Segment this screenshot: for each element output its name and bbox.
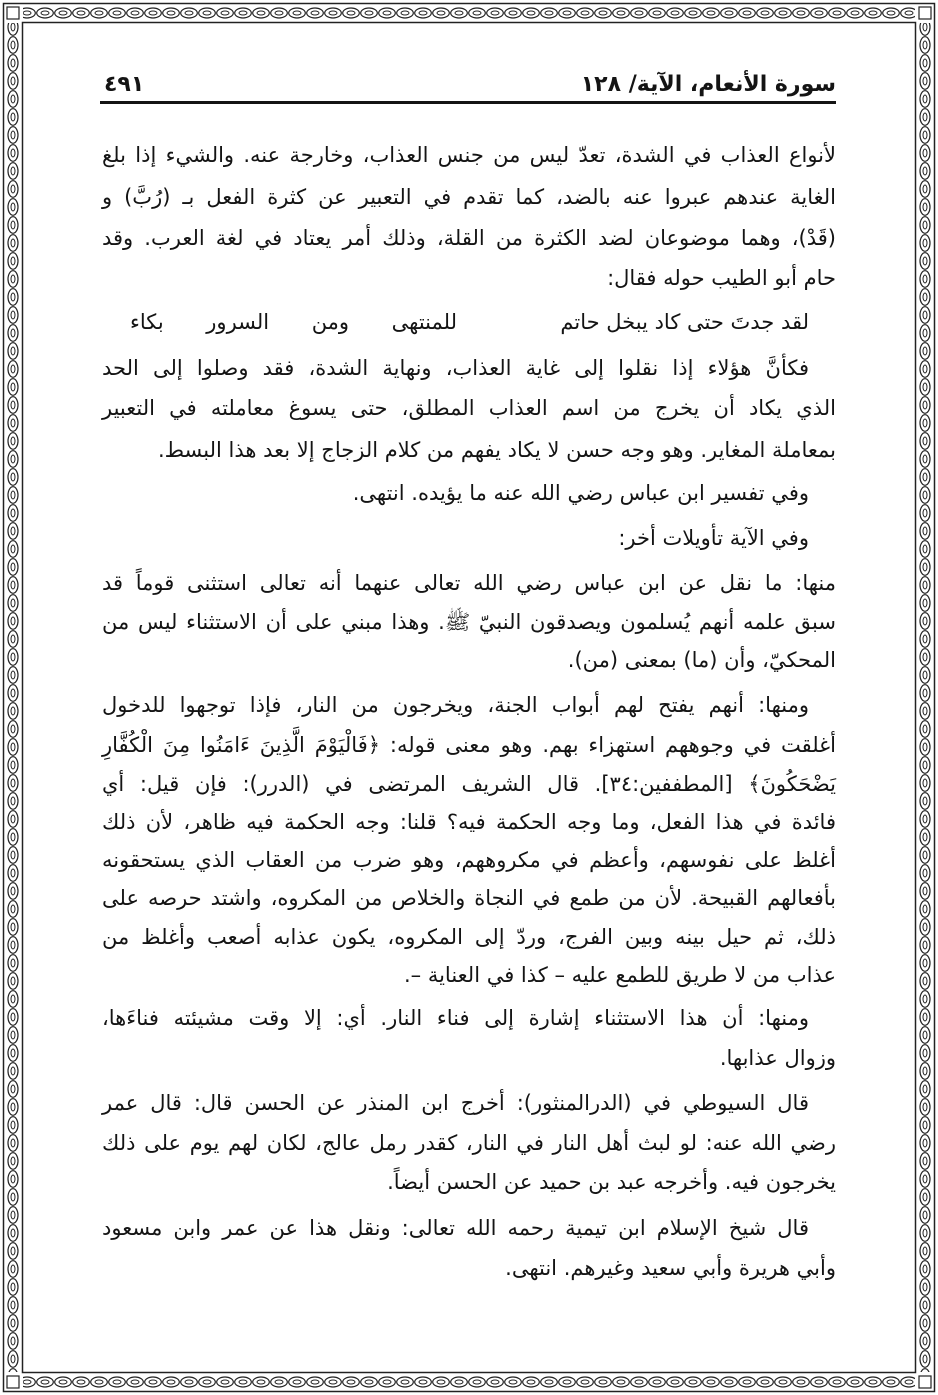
- text-line: بأفعالهم القبيحة. لأن من طمع في النجاة والخلاص من المكروه، واشتد حرصه على: [102, 886, 836, 910]
- text-line: ومنها: أن هذا الاستثناء إشارة إلى فناء النار. أي: إلا وقت مشيئته فناءَها،: [102, 1006, 809, 1030]
- text-line: منها: ما نقل عن ابن عباس رضي الله تعالى عنهما أنه تعالى استثنى قوماً قد: [102, 571, 836, 595]
- text-line: حام أبو الطيب حوله فقال:: [607, 266, 836, 290]
- page-number: ٤٩١: [104, 72, 145, 97]
- text-line: فائدة في هذا الفعل، وما وجه الحكمة فيه؟ قلنا: وجه الحكمة فيه ظاهر، لأن ذلك: [102, 810, 836, 834]
- text-line: رضي الله عنه: لو لبث أهل النار في النار، كقدر رمل عالج، لكان لهم يوم على ذلك: [102, 1131, 836, 1155]
- text-line: (قَدْ)، وهما موضوعان لضد الكثرة من القلة، وذلك أمر يعتاد في لغة العرب. وقد: [102, 226, 836, 250]
- text-line: الغاية عندهم عبروا عنه بالضد، كما تقدم في التعبير عن كثرة الفعل بـ (رُبَّ) و: [102, 185, 836, 209]
- text-line: وفي الآية تأويلات أخر:: [618, 526, 809, 550]
- text-line: وفي تفسير ابن عباس رضي الله عنه ما يؤيده. انتهى.: [352, 481, 809, 505]
- text-line: ومنها: أنهم يفتح لهم أبواب الجنة، ويخرجون من النار، فإذا توجهوا للدخول: [102, 693, 809, 717]
- text-line: لأنواع العذاب في الشدة، تعدّ ليس من جنس العذاب، وخارجة عنه. والشيء إذا بلغ: [102, 143, 836, 167]
- text-line: بمعاملة المغاير. وهو وجه حسن لا يكاد يفهم من كلام الزجاج إلا بعد هذا البسط.: [157, 438, 836, 462]
- surah-verse-heading: سورة الأنعام، الآية/ ١٢٨: [580, 72, 836, 97]
- text-line: قال شيخ الإسلام ابن تيمية رحمه الله تعالى: ونقل هذا عن عمر وابن مسعود: [102, 1216, 809, 1240]
- text-line: الذي يكاد أن يخرج من اسم العذاب المطلق، حتى يسوغ معاملته في التعبير: [102, 396, 836, 420]
- text-line: سبق علمه أنهم يُسلمون ويصدقون النبيّ ﷺ. وهذا مبني على أن الاستثناء ليس من: [102, 610, 836, 634]
- text-line: وأبي هريرة وأبي سعيد وغيرهم. انتهى.: [505, 1256, 836, 1280]
- text-line: يَضْحَكُونَ﴾ [المطففين:٣٤]. قال الشريف المرتضى في (الدرر): فإن قيل: أي: [102, 772, 836, 796]
- first-hemistich: لقد جدتَ حتى كاد يبخل حاتم: [560, 310, 809, 334]
- text-line: عذاب من لا طريق للطمع عليه – كذا في العناية –.: [403, 963, 836, 987]
- text-line: ذلك، ثم حيل بينه وبين الفرج، وردّ إلى المكروه، يكون عذابه أصعب وأغلظ من: [102, 925, 836, 949]
- text-line: فكأنَّ هؤلاء إذا نقلوا إلى غاية العذاب، ونهاية الشدة، فقد وصلوا إلى الحد: [102, 356, 809, 380]
- text-line: يخرجون فيه. وأخرجه عبد بن حميد عن الحسن أيضاً.: [387, 1170, 836, 1194]
- text-line: أغلظ على نفوسهم، وأعظم في مكروههم، وهو ضرب من العقاب الذي يستحقونه: [102, 848, 836, 872]
- text-line: المحكيّ، وأن (ما) بمعنى (من).: [567, 648, 836, 672]
- text-line: قال السيوطي في (الدرالمنثور): أخرج ابن المنذر عن الحسن قال: قال عمر: [102, 1091, 809, 1115]
- second-hemistich: للمنتهى ومن السرور بكاء: [130, 310, 457, 334]
- poem-verse: [102, 302, 836, 342]
- text-line: أغلقت في وجوههم استهزاء بهم. وهو معنى قوله: ﴿فَالْيَوْمَ الَّذِينَ ءَامَنُوا مِنَ الْكُفَّارِ: [102, 733, 836, 757]
- text-line: وزوال عذابها.: [719, 1046, 836, 1070]
